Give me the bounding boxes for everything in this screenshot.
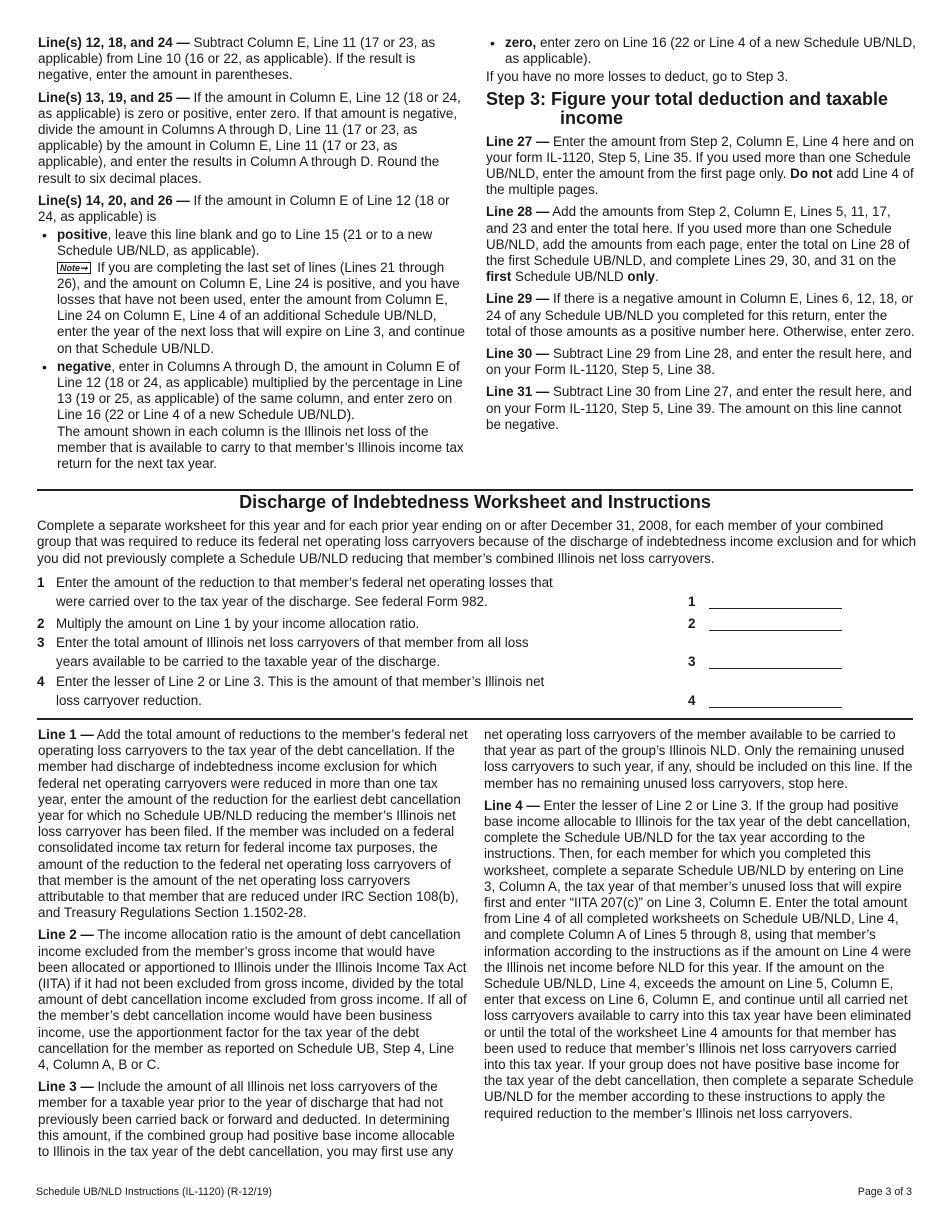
top-right-column (486, 35, 916, 439)
bottom-left-column (38, 727, 468, 1166)
worksheet-instruction-line-1: Line 1 — Add the total amount of reductions to the member’s federal net operating loss carryovers to the tax year of the debt cancellation. If the member had discharge of indebtedness income exclusion for which federal net operating carryovers were reduced in more than one tax year, enter the amount of the reduction for the earliest debt cancellation year for which no Schedule UB/NLD reducing the member’s Illinois net loss carryover has been filed. If the member was included on a federal consolidated income tax return for federal income tax purposes, the amount of the reduction to the federal net operating loss carryovers of that member is the amount of the net operating loss carryovers attributable to that member that are reduced under IRC Section 108(b), and Treasury Regulations Section 1.1502-28. (38, 727, 468, 921)
worksheet-line-2-input[interactable] (709, 616, 842, 631)
worksheet-line-1-input[interactable] (709, 594, 842, 609)
worksheet-instruction-line-3-continued: net operating loss carryovers of the member available to be carried to that year as part of the group’s Illinois NLD. Only the remaining unused loss carryovers to such year, if any, should be included on this line. If the member has no remaining unused loss carryovers, stop here. (484, 727, 913, 791)
footer-form-id: Schedule UB/NLD Instructions (IL-1120) (R-12/19) (36, 1186, 272, 1198)
bottom-right-column (484, 727, 916, 1128)
instruction-line-28: Line 28 — Add the amounts from Step 2, Column E, Lines 5, 11, 17, and 23 and enter the total here. If you used more than one Schedule UB/NLD, add the amounts from each page, enter the total on Line 28 of the first Schedule UB/NLD, and complete Lines 29, 30, and 31 on the first Schedule UB/NLD only. (486, 204, 910, 285)
bullet-negative: • negative, enter in Columns A through D, the amount in Column E of Line 12 (18 or 24, as applicable) multiplied by the percentage in Line 13 (19 or 25, as applicable) of the same column, and enter zero on Line 16 (22 or Line 4 of a new Schedule UB/NLD). The amount shown in each column is the Illinois net loss of the member that is available to carry to that member’s Illinois income tax return for the next tax year. (38, 359, 466, 472)
worksheet-intro: Complete a separate worksheet for this year and for each prior year ending on or after December 31, 2008, for each member of your combined group that was required to reduce its federal net operating loss carryovers because of the discharge of indebtedness income exclusion and for which you did not previously complete a Schedule UB/NLD reducing that member’s combined Illinois net loss carryovers. (37, 518, 917, 566)
carryover-explanation: The amount shown in each column is the Illinois net loss of the member that is available to carry to that member’s Illinois income tax return for the next tax year. (57, 423, 464, 472)
section-divider-bottom (37, 718, 913, 720)
step3-heading: Step 3: Figure your total deduction and taxable income (486, 88, 889, 128)
worksheet-instruction-line-2: Line 2 — The income allocation ratio is the amount of debt cancellation income excluded from the member’s gross income that would have been allocated or apportioned to Illinois under the Illinois Income Tax Act (IITA) if it had not been excluded from gross income, divided by the total amount of debt cancellation income excluded from gross income. If all of the member’s debt cancellation income would have been business income, use the apportionment factor for the tax year of the debt cancellation for the member as reported on Schedule UB, Step 4, Line 4, Column A, B or C. (38, 927, 467, 1073)
instruction-lines-14-20-26: Line(s) 14, 20, and 26 — If the amount in Column E of Line 12 (18 or 24, as applicable) is (38, 192, 450, 225)
positive-negative-list (38, 227, 466, 472)
worksheet-line-3: 3 Enter the total amount of Illinois net loss carryovers of that member from all loss years available to be carried to the taxable year of the discharge. 3 (37, 634, 917, 672)
instruction-lines-13-19-25: Line(s) 13, 19, and 25 — If the amount in Column E, Line 12 (18 or 24, as applicable) is zero or positive, enter zero. If that amount is negative, divide the amount in Columns A through D, Line 11 (17 or 23, as applicable) by the amount in Column E, Line 11 (17 or 23, as applicable), and enter the results in Column A through D. Round the result to six decimal places. (38, 89, 461, 186)
worksheet-line-4: 4 Enter the lesser of Line 2 or Line 3. This is the amount of that member’s Illinois net loss carryover reduction. 4 (37, 673, 917, 711)
worksheet-line-1: 1 Enter the amount of the reduction to that member’s federal net operating losses that were carried over to the tax year of the discharge. See federal Form 982. 1 (37, 574, 917, 612)
instruction-line-27: Line 27 — Enter the amount from Step 2, Column E, Line 4 here and on your form IL-1120, Step 5, Line 35. If you used more than one Schedule UB/NLD, enter the amount from the first page only. Do not add Line 4 of the multiple pages. (486, 133, 915, 198)
instruction-line-31: Line 31 — Subtract Line 30 from Line 27, and enter the result here, and on your Form IL-1120, Step 5, Line 39. The amount on this line cannot be negative. (486, 384, 912, 432)
worksheet-line-3-input[interactable] (709, 654, 842, 669)
instruction-lines-12-18-24: Line(s) 12, 18, and 24 — Subtract Column E, Line 11 (17 or 23, as applicable) from Line 10 (16 or 22, as applicable). If the result is negative, enter the amount in parentheses. (38, 35, 436, 83)
instruction-line-29: Line 29 — If there is a negative amount in Column E, Lines 6, 12, 18, or 24 of any Schedule UB/NLD you completed for this return, enter the total of those amounts as a positive number here. Otherwise, enter zero. (486, 291, 915, 339)
worksheet-instruction-line-3: Line 3 — Include the amount of all Illinois net loss carryovers of the member for a taxable year prior to the year of discharge that had not previously been carried back or forward and deducted. In determining this amount, if the combined group had positive base income allocable to Illinois in the tax year of the debt cancellation, you may first use any (38, 1079, 455, 1160)
instruction-line-30: Line 30 — Subtract Line 29 from Line 28, and enter the result here, and on your Form IL-1120, Step 5, Line 38. (486, 346, 912, 378)
note-icon: Note➞ (57, 262, 91, 274)
no-more-losses-text: If you have no more losses to deduct, go to Step 3. (486, 69, 789, 85)
worksheet-instruction-line-4: Line 4 — Enter the lesser of Line 2 or Line 3. If the group had positive base income allocable to Illinois for the tax year of the debt cancellation, complete the Schedule UB/NLD for the tax year according to the instructions. Then, for each member for which you completed this worksheet, complete a separate Schedule UB/NLD by entering on Line 3, Column A, the tax year of that member’s unused loss that will expire first and enter “IITA 207(c)” on Line 3, Column E. Enter the total amount from Line 4 of all completed worksheets on Schedule UB/NLD, Line 4, and complete Column A of Lines 5 through 8, using that member’s information according to the instructions as if the amount on Line 4 were the Illinois net income before NLD for this year. If the amount on the Schedule UB/NLD, Line 4, exceeds the amount on Line 5, Column E, enter that excess on Line 6, Column E, and continue until all carried net loss carryovers available to carry into this tax year have been eliminated or until the total of the worksheet Line 4 amounts for that member has been used to reduce that member’s Illinois net loss carryovers carried into this tax year. If your group does not have positive base income for the tax year of the debt cancellation, then complete a separate Schedule UB/NLD for the member according to these instructions to apply the required reduction to the member’s Illinois net loss carryovers. (484, 797, 914, 1121)
bullet-positive: • positive, leave this line blank and go to Line 15 (21 or to a new Schedule UB/NLD, as applicable). Note➞ If you are completing the last set of lines (Lines 21 through 26), and the amount on Column E, Line 24 is positive, and you have losses that have not been used, enter the amount from Column E, Line 24 on Column E, Line 4 of an additional Schedule UB/NLD, enter the year of the next loss that will expire on Line 3, and continue on that Schedule UB/NLD. (38, 227, 466, 357)
footer-page-number: Page 3 of 3 (857, 1186, 912, 1198)
worksheet-line-2: 2 Multiply the amount on Line 1 by your income allocation ratio. 2 (37, 615, 917, 635)
top-left-column (38, 35, 466, 476)
note-text: If you are completing the last set of lines (Lines 21 through 26), and the amount on Column E, Line 24 is positive, and you have losses that have not been used, enter the amount from Column E, Line 24 on Column E, Line 4 of an additional Schedule UB/NLD, enter the year of the next loss that will expire on Line 3, and continue on that Schedule UB/NLD. (57, 259, 465, 356)
section-divider-top (37, 489, 913, 491)
worksheet-line-4-input[interactable] (709, 693, 842, 708)
bullet-zero: • zero, enter zero on Line 16 (22 or Line 4 of a new Schedule UB/NLD, as applicable). (486, 35, 916, 67)
worksheet-title: Discharge of Indebtedness Worksheet and Instructions (239, 492, 711, 512)
